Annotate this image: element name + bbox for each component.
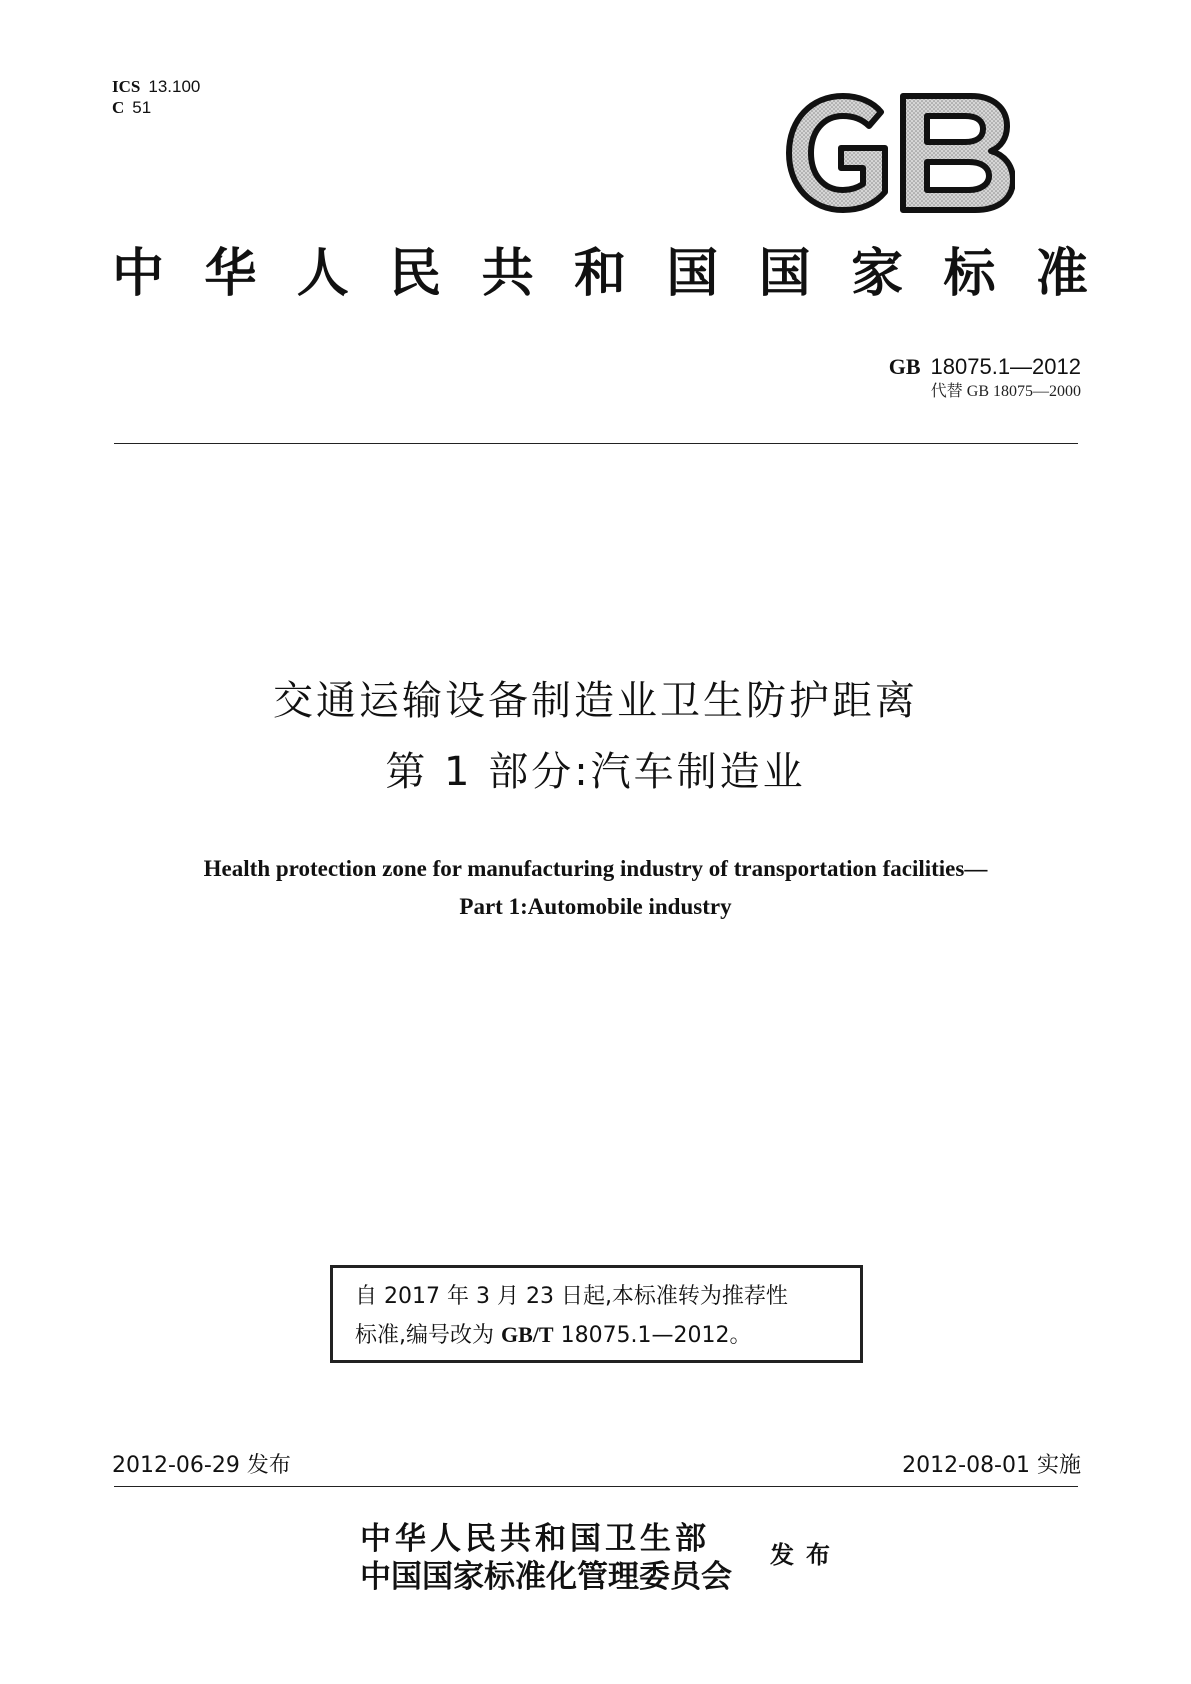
title-char: 准 bbox=[1035, 243, 1088, 304]
issuing-organizations bbox=[360, 1520, 732, 1596]
issue-date: 2012-06-29 发布 bbox=[112, 1453, 291, 1478]
status-notice-box bbox=[330, 1265, 863, 1363]
title-char: 和 bbox=[573, 243, 626, 304]
issuer-ministry-of-health: 中华人民共和国卫生部 bbox=[360, 1521, 710, 1557]
replaces-note: 代替 GB 18075—2000 bbox=[930, 383, 1081, 400]
title-char: 国 bbox=[758, 243, 811, 304]
notice-line-2-prefix: 标准,编号改为 bbox=[355, 1323, 501, 1348]
ics-label: ICS bbox=[112, 77, 141, 96]
publish-label: 发布 bbox=[770, 1540, 842, 1569]
cn-title-part: 第 1 部分:汽车制造业 bbox=[385, 749, 806, 795]
ics-code: 13.100 bbox=[148, 77, 201, 96]
ccs-label: C bbox=[112, 98, 125, 117]
title-char: 标 bbox=[943, 243, 996, 304]
classification-codes bbox=[112, 76, 200, 118]
en-title-main: Health protection zone for manufacturing industry of transportation facilities— bbox=[203, 856, 988, 881]
standard-number bbox=[889, 354, 1081, 380]
title-char: 国 bbox=[666, 243, 719, 304]
notice-new-code-prefix: GB/T bbox=[501, 1322, 554, 1347]
national-standard-title bbox=[112, 244, 1088, 304]
standard-prefix: GB bbox=[888, 354, 921, 379]
notice-line-2-suffix: 18075.1—2012。 bbox=[553, 1323, 752, 1348]
title-char: 民 bbox=[389, 243, 442, 304]
issuer-sac: 中国国家标准化管理委员会 bbox=[360, 1559, 732, 1595]
ics-row bbox=[112, 76, 200, 97]
gb-logo bbox=[785, 92, 1015, 214]
ccs-row bbox=[112, 97, 200, 118]
title-char: 人 bbox=[296, 243, 349, 304]
implementation-date: 2012-08-01 实施 bbox=[902, 1453, 1081, 1478]
notice-line-1: 自 2017 年 3 月 23 日起,本标准转为推荐性 bbox=[355, 1284, 788, 1309]
title-char: 家 bbox=[851, 243, 904, 304]
notice-line-2 bbox=[355, 1316, 840, 1355]
title-char: 共 bbox=[481, 243, 534, 304]
footer-divider bbox=[114, 1486, 1078, 1487]
en-title-part: Part 1:Automobile industry bbox=[459, 894, 732, 919]
cn-title-main: 交通运输设备制造业卫生防护距离 bbox=[273, 678, 918, 724]
title-char: 中 bbox=[112, 243, 165, 304]
ccs-code: 51 bbox=[132, 98, 152, 117]
standard-code: 18075.1—2012 bbox=[930, 354, 1081, 379]
header-divider bbox=[114, 443, 1078, 444]
title-char: 华 bbox=[204, 243, 257, 304]
